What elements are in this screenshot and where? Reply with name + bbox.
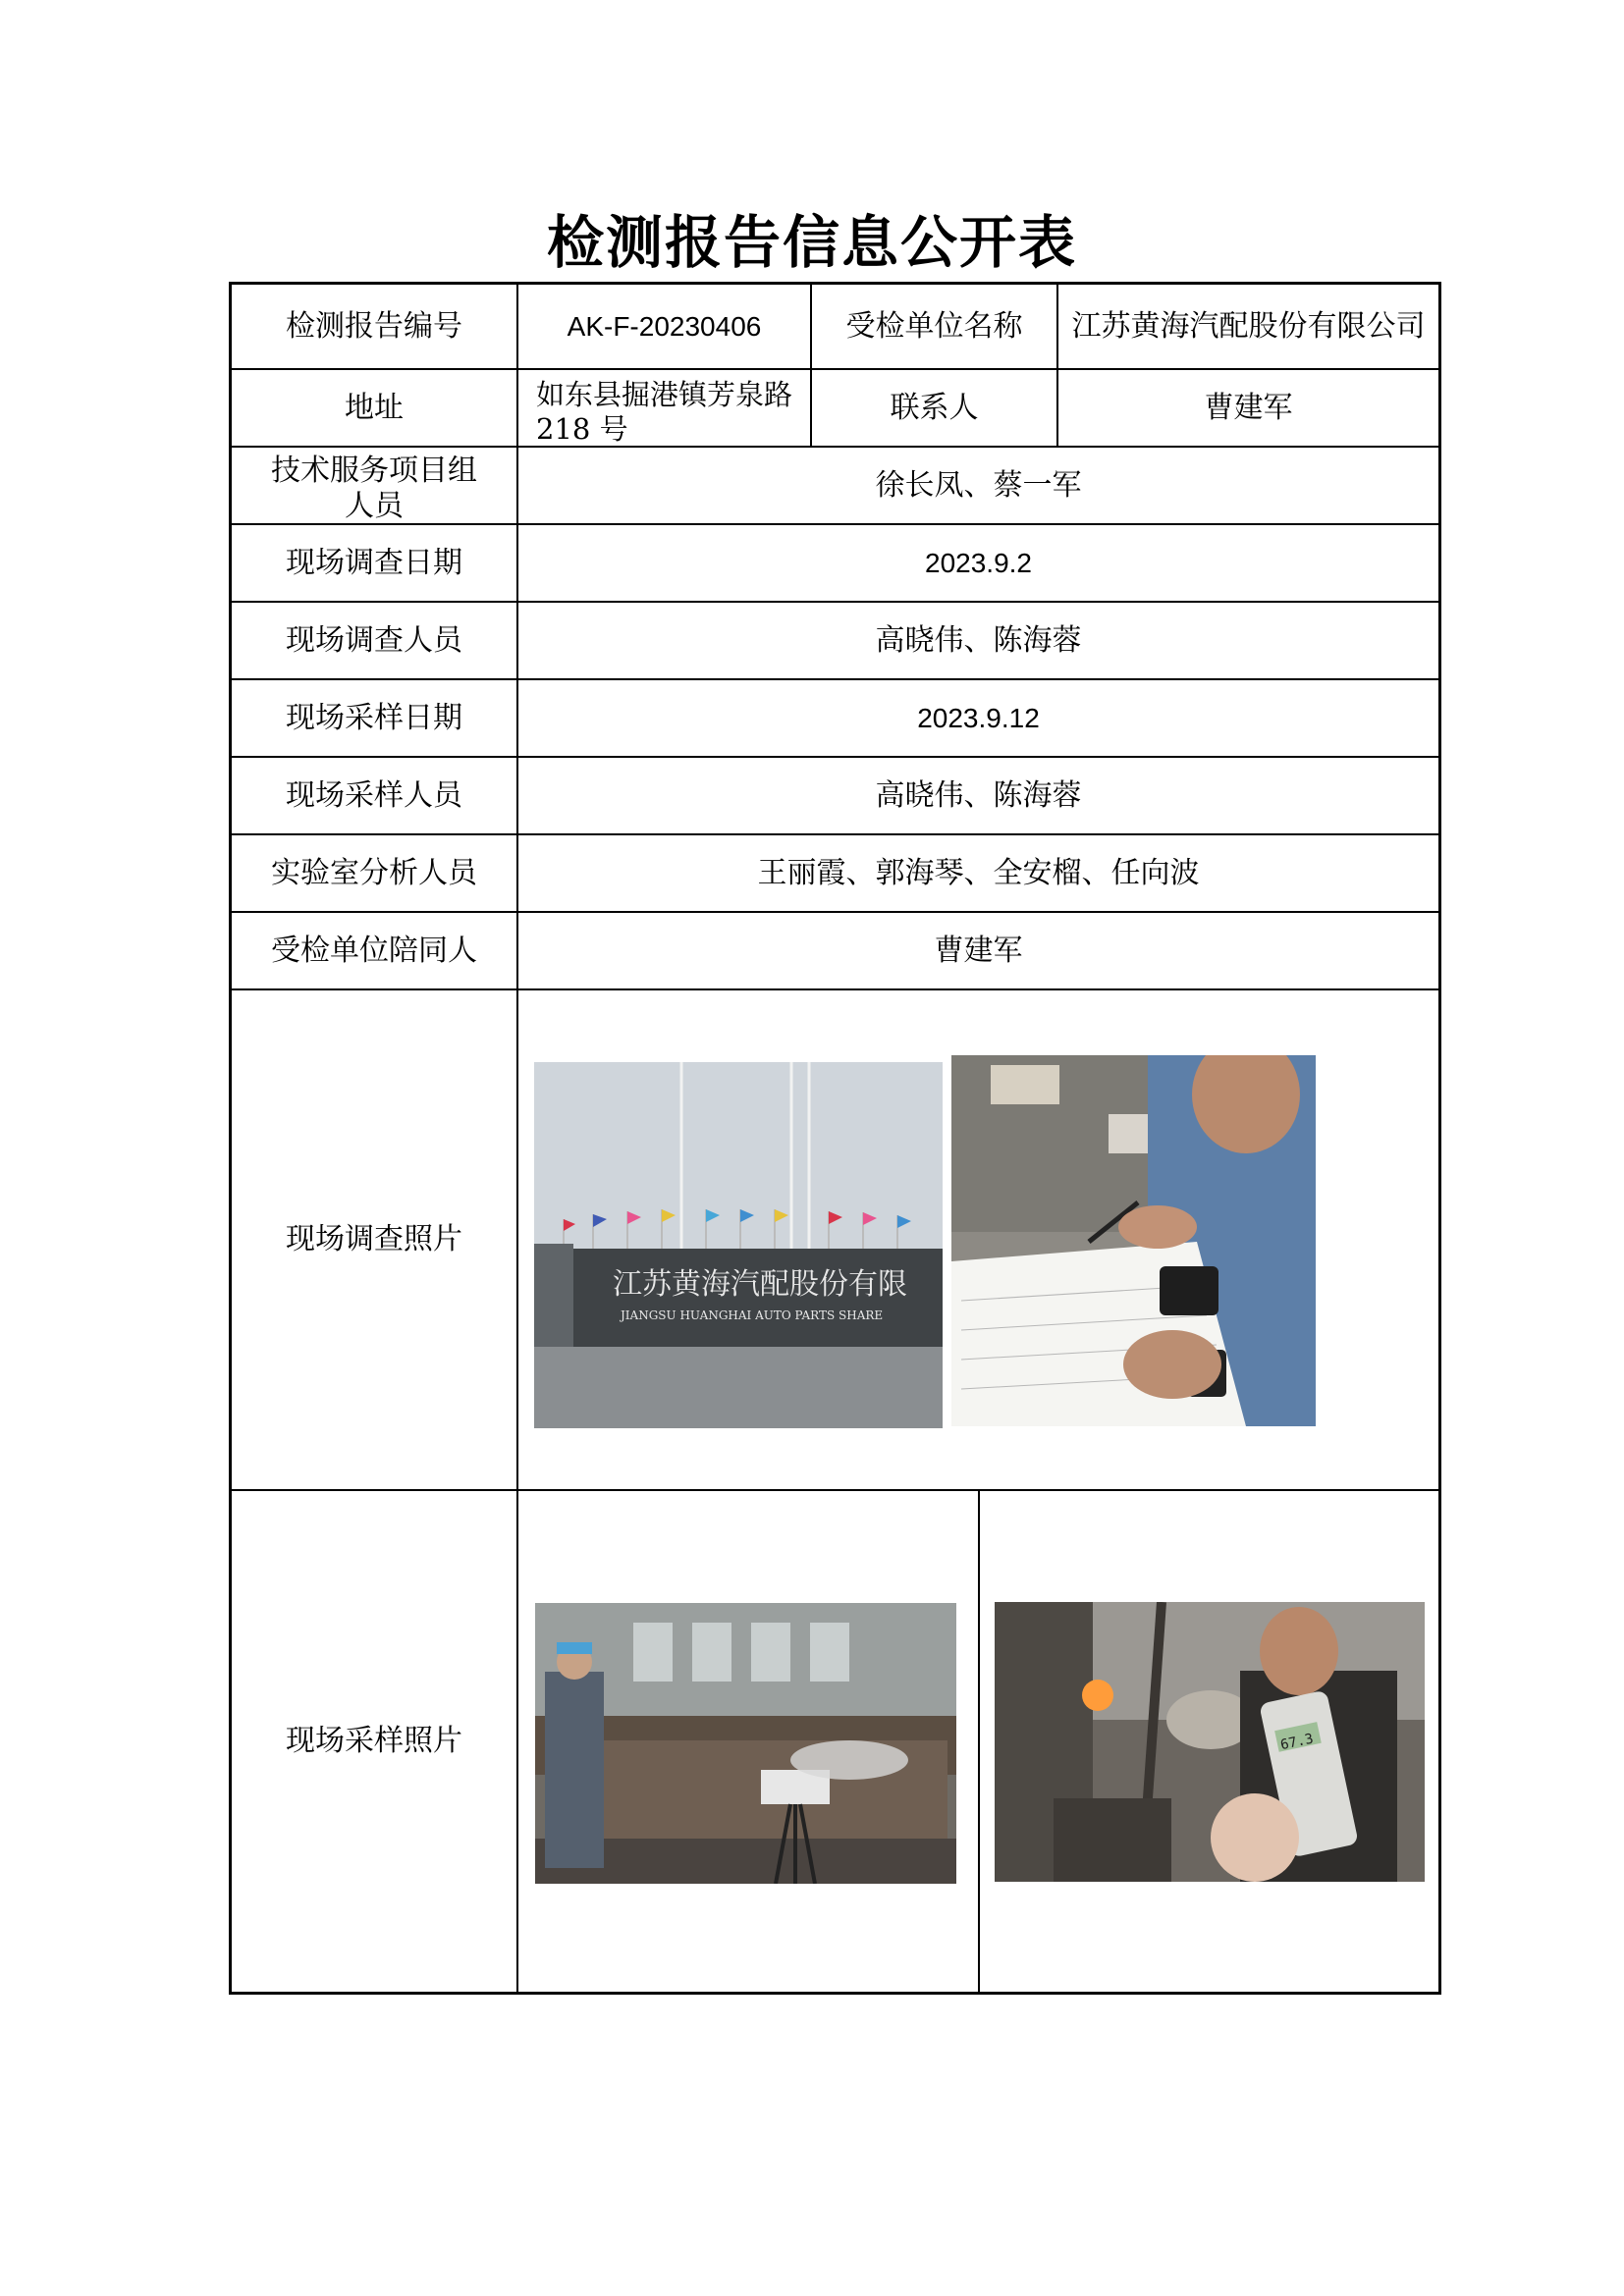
sampling-date-label: 现场采样日期 [286, 700, 462, 735]
sampling-staff-label: 现场采样人员 [286, 777, 462, 813]
lab-staff-label: 实验室分析人员 [271, 855, 477, 890]
noise-meter-scene [995, 1602, 1425, 1882]
column-divider [978, 1489, 980, 1995]
sampling-photos-label: 现场采样照片 [286, 1724, 462, 1758]
survey-staff-label: 现场调查人员 [286, 622, 462, 658]
sampling-photo-noise-meter [995, 1602, 1425, 1882]
workshop-scene [535, 1603, 956, 1884]
report-number-value: AK-F-20230406 [567, 310, 762, 342]
meter-reading: 67.3 [1278, 1731, 1316, 1754]
inspected-unit-label: 受检单位名称 [845, 308, 1023, 344]
address-label: 地址 [345, 390, 404, 425]
report-number-label: 检测报告编号 [286, 308, 462, 344]
project-team-value: 徐长凤、蔡一军 [875, 467, 1082, 503]
address-value: 如东县掘港镇芳泉路218 号 [536, 378, 793, 446]
escort-label: 受检单位陪同人 [271, 933, 477, 968]
sampling-photo-workshop [535, 1603, 956, 1884]
gate-sign-english: JIANGSU HUANGHAI AUTO PARTS SHARE [621, 1308, 884, 1322]
survey-photos-label: 现场调查照片 [286, 1222, 462, 1256]
survey-date-value: 2023.9.2 [925, 547, 1032, 578]
gate-scene [534, 1062, 943, 1428]
escort-value: 曹建军 [934, 933, 1023, 968]
gate-sign-chinese: 江苏黄海汽配股份有限 [613, 1267, 907, 1302]
survey-photo-gate [534, 1062, 943, 1428]
contact-value: 曹建军 [1204, 390, 1293, 425]
survey-photo-recording [951, 1055, 1316, 1426]
survey-staff-value: 高晓伟、陈海蓉 [875, 622, 1082, 658]
sampling-date-value: 2023.9.12 [917, 702, 1040, 733]
project-team-label: 技术服务项目组人员 [271, 454, 477, 523]
lab-staff-value: 王丽霞、郭海琴、全安榴、任向波 [757, 855, 1200, 890]
sampling-staff-value: 高晓伟、陈海蓉 [875, 777, 1082, 813]
document-title: 检测报告信息公开表 [546, 209, 1077, 276]
contact-label: 联系人 [890, 390, 979, 425]
inspected-unit-value: 江苏黄海汽配股份有限公司 [1071, 308, 1426, 344]
recording-scene [951, 1055, 1316, 1426]
survey-date-label: 现场调查日期 [286, 545, 462, 580]
